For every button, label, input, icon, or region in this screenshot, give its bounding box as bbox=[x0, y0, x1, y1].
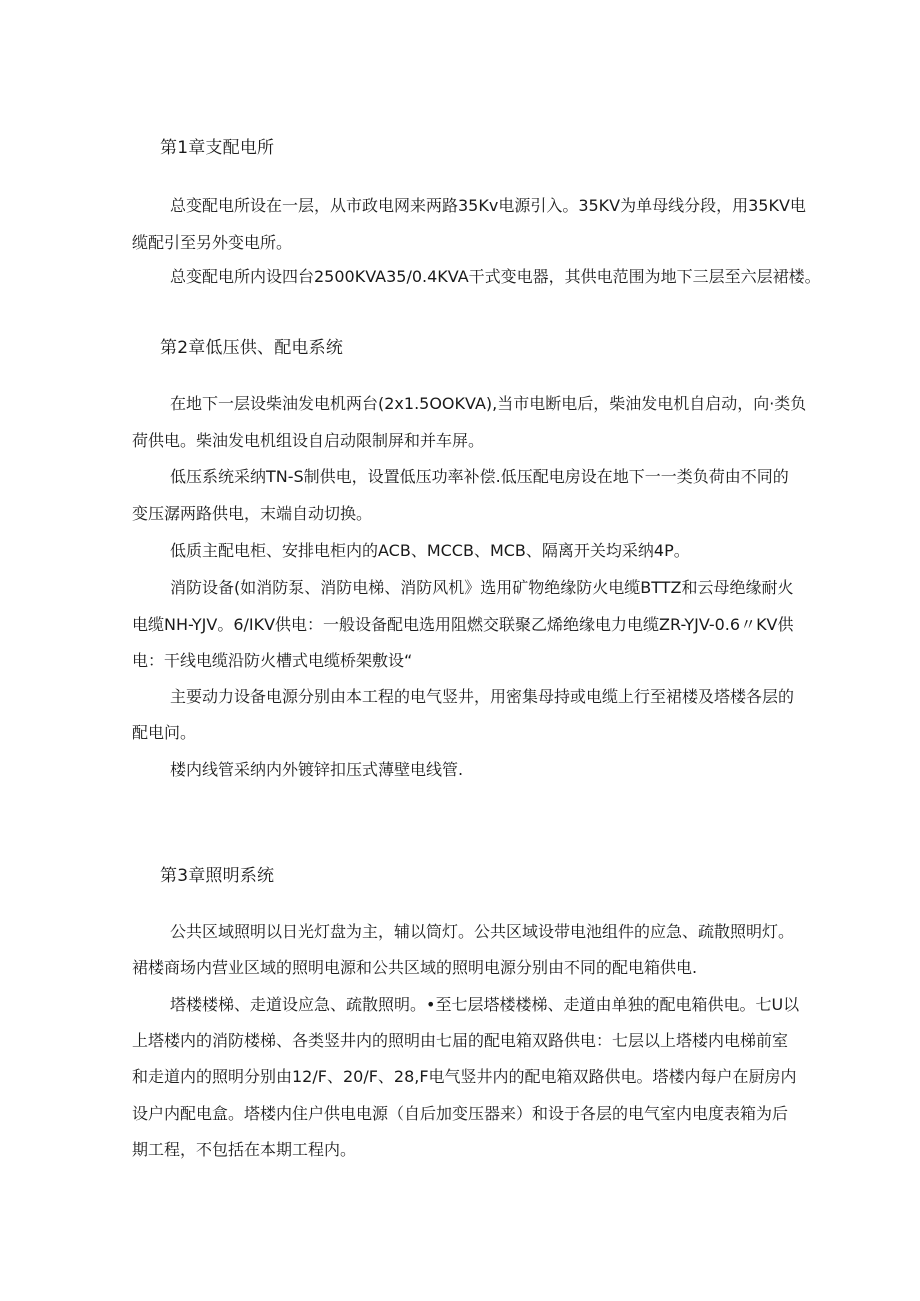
chapter-2-line-5: 低质主配电柜、安排电柜内的ACB、MCCB、MCB、隔离开关均采纳4P。 bbox=[170, 541, 690, 560]
chapter-2-title: 第2章低压供、配电系统 bbox=[160, 338, 344, 358]
chapter-3-line-7: 期工程，不包括在本期工程内。 bbox=[132, 1140, 357, 1159]
chapter-2-line-2: 荷供电。柴油发电机组设自启动限制屏和并车屏。 bbox=[132, 431, 485, 450]
chapter-2-line-11: 楼内线管采纳内外镀锌扣压式薄壁电线管. bbox=[170, 760, 464, 779]
chapter-3-line-2: 裙楼商场内营业区域的照明电源和公共区域的照明电源分别由不同的配电箱供电. bbox=[132, 958, 698, 977]
chapter-3-line-5: 和走道内的照明分别由12/F、20/F、28,F电气竖井内的配电箱双路供电。塔楼内每户在厨房内 bbox=[132, 1067, 797, 1086]
chapter-3-line-4: 上塔楼内的消防楼梯、各类竖井内的照明由七届的配电箱双路供电：七层以上塔楼内电梯前室 bbox=[132, 1031, 789, 1050]
chapter-2-line-8: 电：干线电缆沿防火槽式电缆桥架敷设“ bbox=[132, 651, 413, 670]
chapter-2-line-6: 消防设备(如消防泵、消防电梯、消防风机》选用矿物绝缘防火电缆BTTZ和云母绝缘耐火 bbox=[170, 578, 794, 597]
chapter-1-line-1: 总变配电所设在一层，从市政电网来两路35Kv电源引入。35KV为单母线分段，用35KV电 bbox=[170, 196, 806, 215]
chapter-3-line-3: 塔楼楼梯、走道设应急、疏散照明。•至七层塔楼楼梯、走道由单独的配电箱供电。七U以 bbox=[170, 995, 800, 1014]
chapter-1-line-3: 总变配电所内设四台2500KVA35/0.4KVA干式变电器，其供电范围为地下三层至六层裙楼。 bbox=[170, 267, 821, 286]
chapter-2-line-4: 变压潺两路供电，末端自动切换。 bbox=[132, 504, 373, 523]
chapter-2-line-7: 电缆NH-YJV。6/IKV供电：一般设备配电选用阻燃交联聚乙烯绝缘电力电缆ZR-YJV-0.6〃KV供 bbox=[132, 615, 794, 634]
chapter-2-line-1: 在地下一层设柴油发电机两台(2x1.5OOKVA),当市电断电后，柴油发电机自启动，向·类负 bbox=[170, 394, 807, 413]
chapter-2-line-10: 配电问。 bbox=[132, 723, 197, 742]
chapter-2-line-9: 主要动力设备电源分别由本工程的电气竖井，用密集母持或电缆上行至裙楼及塔楼各层的 bbox=[170, 687, 795, 706]
chapter-3-line-1: 公共区域照明以日光灯盘为主，辅以筒灯。公共区域设带电池组件的应急、疏散照明灯。 bbox=[170, 922, 795, 941]
chapter-2-line-3: 低压系统采纳TN-S制供电，设置低压功率补偿.低压配电房设在地下一一类负荷由不同的 bbox=[170, 467, 789, 486]
chapter-3-line-6: 设户内配电盒。塔楼内住户供电电源（自后加变压器来）和设于各层的电气室内电度表箱为后 bbox=[132, 1104, 789, 1123]
chapter-1-line-2: 缆配引至另外变电所。 bbox=[132, 233, 293, 252]
chapter-1-title: 第1章支配电所 bbox=[160, 138, 275, 158]
chapter-3-title: 第3章照明系统 bbox=[160, 866, 275, 886]
